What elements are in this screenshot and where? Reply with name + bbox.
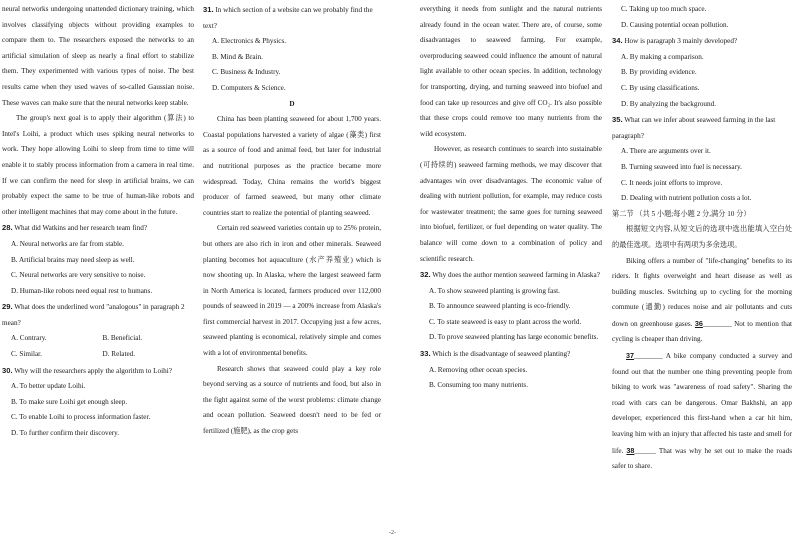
passage-c-paragraph: The group's next goal is to apply their algorithm (算法) to Intel's Loihi, a product which uses spiking neural networks to work. They hope allowing Loihi to sleep from time to time will enable it to stably process information from a camera in real time. If we can confirm the need for sleep in artificial brains, we can probably expect the same to be true of human-like robots and other intelligent machines that may come about in the future.: [2, 114, 194, 216]
blank-37: 37: [626, 351, 634, 361]
question-stem: How is paragraph 3 mainly developed?: [624, 37, 738, 46]
option-b: B. Mind & Brain.: [212, 52, 263, 61]
option-a: A. To better update Loihi.: [11, 382, 86, 391]
question-number: 28.: [2, 223, 13, 233]
option-c: C. Neural networks are very sensitive to noise.: [11, 271, 146, 280]
question-number: 34.: [612, 36, 623, 46]
paragraph-text: Biking offers a number of "life-changing" benefits to its riders. It fights overweight and heart disease as well as building muscles. Switching up to cycling for the morning commute (通勤) reduces noise and air pollutants and cuts down on greenhouse gases.: [612, 256, 792, 328]
passage-d-paragraph-4: However, as research continues to search into sustainable (可持续的) seaweed farming methods, we may discover that advantages win over disadvantages. The economic value of dealing with nutrient pollution, for example, may reduce costs for wastewater treatment; the same goes for turning seaweed into biofuel, fertilizer, or fuel depending on water quality. The balance will come down to a combination of policy and scientific research.: [420, 145, 602, 263]
gap-fill-paragraph-2: [612, 348, 792, 475]
question-33: [420, 346, 602, 394]
question-stem: Why does the author mention seaweed farming in Alaska?: [432, 271, 600, 280]
question-number: 30.: [2, 365, 13, 375]
column-2: [203, 2, 381, 440]
option-c: C. To state seaweed is easy to plant across the world.: [429, 317, 582, 326]
option-c: C. Taking up too much space.: [621, 5, 707, 13]
paragraph-text: Not to mention that cycling is cheaper than driving.: [612, 319, 793, 344]
paragraph-text: A bike company conducted a survey and found out that the number one thing preventing people from biking to work was "awareness of road safety". Sharing the road with cars can be dangerous. Omar Bakhshi, an app developer, experienced this first-hand when a car hit him, leaving him with an injury that affected his taste and smell for life.: [612, 352, 792, 455]
question-stem: Which is the disadvantage of seaweed planting?: [432, 350, 571, 359]
passage-d-paragraph-1: China has been planting seaweed for about 1,700 years. Coastal populations harvested a variety of algae (藻类) first as a source of food and animal feed, but later for industrial and nutritional purposes as the practice became more widespread. Today, China remains the world's biggest producer of farmed seaweed, but many other climate countries start to realize the potential of planting seaweed.: [203, 115, 381, 217]
option-a: A. Contrary.: [11, 334, 47, 343]
option-d: D. Human-like robots need equal rest to humans.: [11, 286, 153, 295]
passage-d-paragraph-3: Research shows that seaweed could play a key role beyond serving as a source of nutrients and food, but also in the fight against some of the worst problems: climate change and ocean pollution. Seaweed doesn't need to be fed or fertilized (施肥), as the crop gets: [203, 364, 381, 436]
question-35: [612, 112, 792, 207]
gap-fill-paragraph-1: [612, 254, 792, 349]
question-stem: What does the underlined word "analogous" in paragraph 2 mean?: [2, 303, 185, 327]
option-d: D. Computers & Science.: [212, 83, 286, 92]
option-b: B. Turning seaweed into fuel is necessary.: [621, 162, 742, 171]
question-number: 32.: [420, 270, 431, 280]
option-c: C. By using classifications.: [621, 83, 700, 92]
column-3: [420, 2, 602, 394]
option-a: A. Electronics & Physics.: [212, 37, 287, 46]
blank-36: 36: [694, 318, 703, 328]
option-d: D. By analyzing the background.: [621, 99, 717, 108]
option-d: D. To prove seaweed planting has large economic benefits.: [429, 333, 599, 342]
option-c: C. It needs joint efforts to improve.: [621, 178, 723, 187]
passage-d-paragraph-2: Certain red seaweed varieties contain up to 25% protein, but others are also rich in iron and other minerals. Seaweed planting becomes hot aquaculture (水产养殖业) which is now shooting up. In Alaska, where the largest seaweed farm in North America is located, farmers produced over 112,000 pounds of seaweed in 2019 — a 200% increase from Alaska's first commercial harvest in 2017. Occupying just a few acres, seaweed planting is economical, relatively simple and comes with a lot of environmental benefits.: [203, 224, 381, 358]
paragraph-text: That was why he set out to make the roads safer to share.: [612, 446, 792, 471]
question-stem: In which section of a website can we probably find the text?: [203, 6, 373, 30]
blank-38: 38: [626, 445, 635, 455]
option-a: A. There are arguments over it.: [621, 147, 711, 156]
option-a: A. Removing other ocean species.: [429, 365, 528, 374]
option-b: B. To make sure Loihi get enough sleep.: [11, 397, 128, 406]
option-a: A. To show seaweed planting is growing fast.: [429, 286, 560, 295]
option-b: B. By providing evidence.: [621, 68, 697, 77]
blank-line: ________: [702, 319, 732, 328]
option-d: D. Causing potential ocean pollution.: [621, 20, 729, 29]
question-34: [612, 33, 792, 112]
option-c: C. To enable Loihi to process information faster.: [11, 413, 151, 422]
question-30: [2, 363, 194, 442]
blank-line: ________: [634, 352, 663, 361]
option-a: A. Neural networks are far from stable.: [11, 239, 124, 248]
question-stem: What did Watkins and her research team find?: [14, 224, 148, 233]
question-number: 31.: [203, 5, 214, 14]
option-c: C. Similar.: [11, 350, 42, 359]
section-heading-d: D: [289, 99, 295, 108]
option-b: B. Consuming too many nutrients.: [429, 381, 529, 390]
option-d: D. To further confirm their discovery.: [11, 429, 120, 438]
option-b: B. Artificial brains may need sleep as well.: [11, 255, 135, 264]
passage-c-continued: neural networks undergoing unattended dictionary training, which involves classifying objects without providing examples to compare them to. The researchers exposed the networks to an artificial simulation of sleep as nearly a final effort to stabilize them. They experimented with various types of noise. The best results came when they used waves of so-called Gaussian noise. These waves can make sure that the neural networks keep stable.: [2, 5, 194, 107]
passage-d-continued: everything it needs from sunlight and the natural nutrients already found in the ocean water. There are, of course, some disadvantages to seaweed farming. For example, overproducing seaweed could influence the amount of natural light available to other ocean species. In addition, technology for transporting, drying, and turning seaweed into biofuel and food can take up resources and give off CO₂. It's also possible that these crops could remove too many nutrients from the wild ecosystem.: [420, 5, 602, 138]
question-32: [420, 267, 602, 346]
question-31: [203, 2, 381, 97]
option-b: B. To announce seaweed planting is eco-friendly.: [429, 302, 571, 311]
option-d: D. Dealing with nutrient pollution costs a lot.: [621, 194, 752, 203]
question-number: 29.: [2, 302, 13, 312]
option-b: B. Beneficial.: [102, 334, 143, 343]
question-number: 33.: [420, 349, 431, 359]
option-a: A. By making a comparison.: [621, 52, 704, 61]
option-d: D. Related.: [102, 350, 136, 359]
section-2-heading: 第二节 （共 5 小题;每小题 2 分,满分 10 分）: [612, 209, 751, 218]
question-stem: What can we infer about seaweed farming in the last paragraph?: [612, 116, 776, 140]
option-c: C. Business & Industry.: [212, 68, 281, 77]
question-number: 35.: [612, 115, 623, 125]
column-4: [612, 2, 792, 475]
section-2-instruction: 根据短文内容,从短文后的选项中选出能填入空白处的最佳选项。选项中有两项为多余选项。: [612, 225, 792, 249]
question-28: [2, 220, 194, 299]
column-1: [2, 2, 194, 442]
question-29: [2, 299, 194, 362]
question-stem: Why will the researchers apply the algorithm to Loihi?: [14, 366, 172, 375]
blank-line: ______: [634, 446, 656, 455]
page-number: -2-: [389, 530, 396, 536]
